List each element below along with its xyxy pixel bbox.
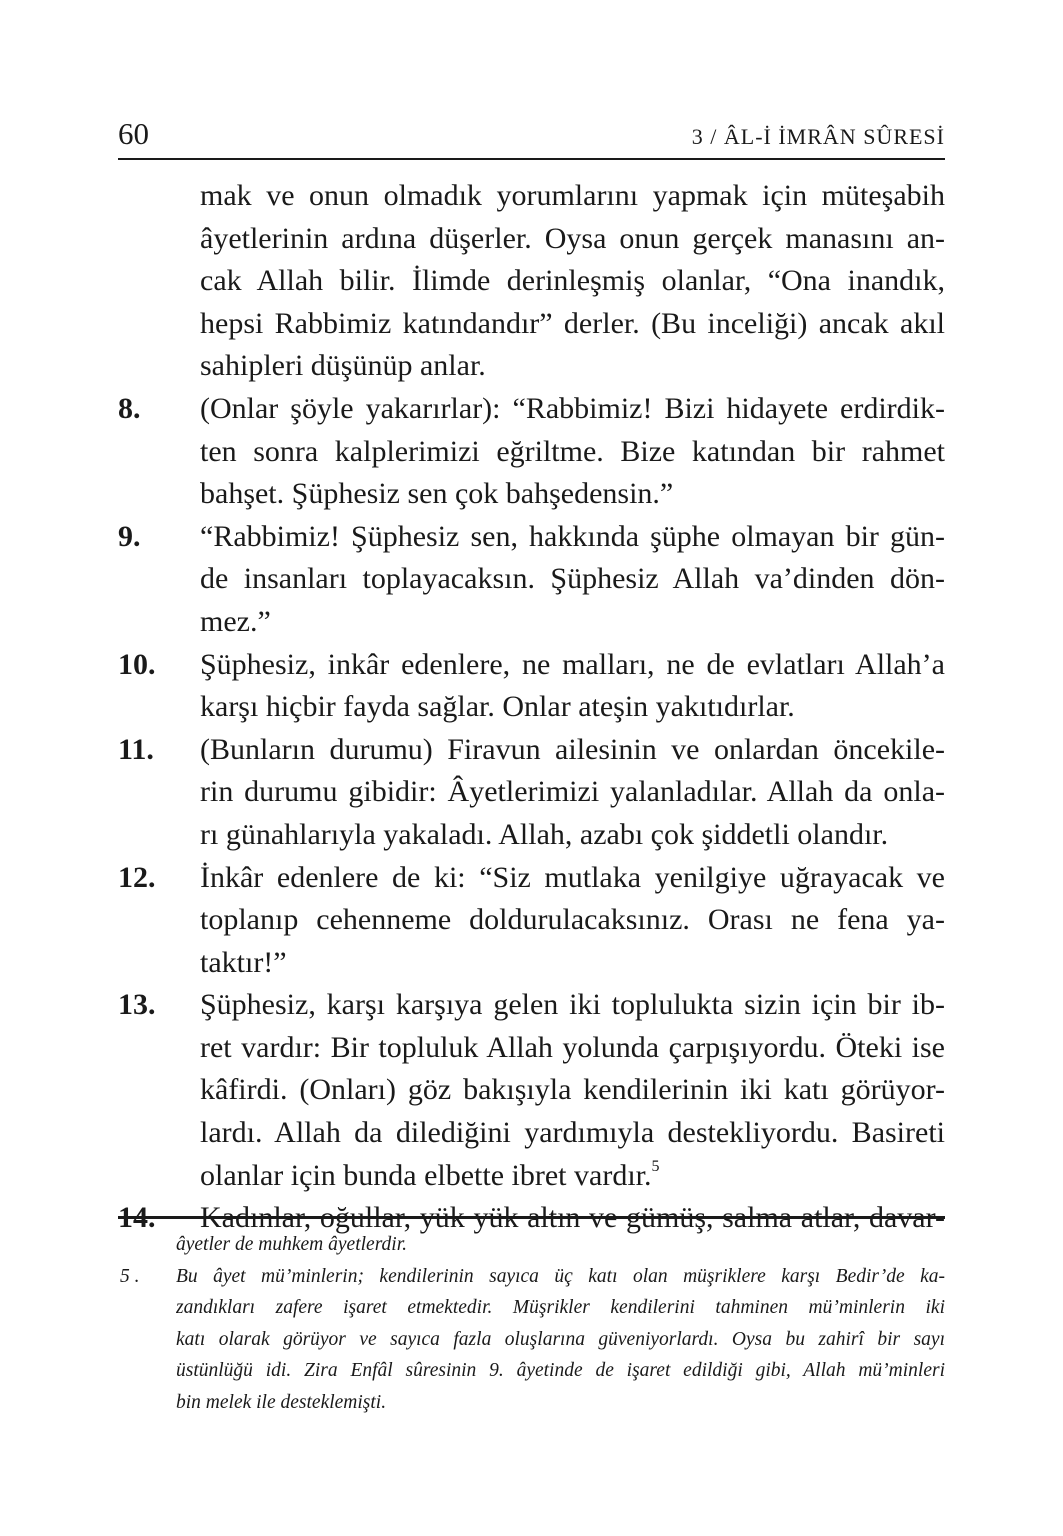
verse-line — [118, 1112, 945, 1155]
verse-text — [200, 857, 945, 900]
footnote-line — [118, 1229, 945, 1261]
verse-number: 10. — [118, 647, 156, 681]
verse-text — [200, 431, 945, 474]
footnote-line — [118, 1324, 945, 1356]
verse-line — [118, 1069, 945, 1112]
verse-line — [118, 431, 945, 474]
verse-text — [200, 218, 945, 261]
verse-text — [200, 729, 945, 772]
verse-number: 14. — [118, 1201, 156, 1235]
verse-line-text: Kadınlar, oğullar, yük yük altın ve gümüş, salma atlar, davar- — [200, 1201, 945, 1235]
verse-text — [200, 558, 945, 601]
verse-line — [118, 345, 945, 388]
verse-line — [118, 303, 945, 346]
verse-line-text: rı günahlarıyla yakaladı. Allah, azabı çok şiddetli olandır. — [200, 817, 889, 851]
verse-text — [200, 601, 945, 644]
verse-line — [118, 857, 945, 900]
verse-line-text: lardı. Allah da dilediğini yardımıyla destekliyordu. Basireti — [200, 1116, 945, 1150]
verse-text — [200, 303, 945, 346]
verse-line — [118, 644, 945, 687]
verse-text — [200, 686, 945, 729]
verse-text — [200, 644, 945, 687]
verse-line-text: toplanıp cehenneme doldurulacaksınız. Orası ne fena ya- — [200, 903, 945, 937]
page-header — [118, 114, 945, 160]
verse-line-text: İnkâr edenlere de ki: “Siz mutlaka yenilgiye uğrayacak ve — [200, 860, 945, 894]
footnote-line — [118, 1261, 945, 1293]
footnote-number: 5 . — [120, 1265, 140, 1287]
verse-line — [118, 814, 945, 857]
verse-line — [118, 175, 945, 218]
verse-line — [118, 1027, 945, 1070]
verse-line-text: karşı hiçbir fayda sağlar. Onlar ateşin yakıtıdırlar. — [200, 690, 795, 724]
verse-line-text: olanlar için bunda elbette ibret vardır. — [200, 1158, 652, 1192]
footnote-text: katı olarak görüyor ve sayıca fazla oluşlarına güveniyorlardı. Oysa bu zahirî bir sayı — [176, 1328, 945, 1350]
verse-line-text: cak Allah bilir. İlimde derinleşmiş olanlar, “Ona inandık, — [200, 264, 945, 298]
footnote-line — [118, 1355, 945, 1387]
verse-number: 8. — [118, 391, 141, 425]
footnote-text: âyetler de muhkem âyetlerdir. — [176, 1234, 408, 1255]
verse-line — [118, 388, 945, 431]
verse-text — [200, 984, 945, 1027]
verse-text — [200, 899, 945, 942]
footnote-reference[interactable]: 5 — [651, 1157, 660, 1175]
verse-line-text: kâfirdi. (Onları) göz bakışıyla kendilerinin iki katı görüyor- — [200, 1073, 945, 1107]
verse-text — [200, 345, 945, 388]
footnote-text: bin melek ile desteklemişti. — [176, 1391, 387, 1413]
verse-text — [200, 473, 945, 516]
verse-text — [200, 942, 945, 985]
verse-text — [200, 388, 945, 431]
verse-line-text: rin durumu gibidir: Âyetlerimizi yalanladılar. Allah da onla- — [200, 775, 945, 809]
footnote-line — [118, 1387, 945, 1419]
verse-line-text: Şüphesiz, inkâr edenlere, ne malları, ne de evlatları Allah’a — [200, 647, 945, 681]
verse-line-text: (Onlar şöyle yakarırlar): “Rabbimiz! Bizi hidayete erdirdik- — [200, 391, 945, 425]
verse-line — [118, 686, 945, 729]
verse-line — [118, 473, 945, 516]
footnotes-section — [118, 1229, 945, 1418]
verse-text — [200, 260, 945, 303]
verse-line — [118, 218, 945, 261]
verse-line-text: bahşet. Şüphesiz sen çok bahşedensin.” — [200, 477, 674, 511]
verse-text — [200, 1027, 945, 1070]
verse-line-text: taktır!” — [200, 945, 287, 979]
verse-text — [200, 814, 945, 857]
verse-text — [200, 1155, 945, 1198]
verse-number: 12. — [118, 860, 156, 894]
verse-text — [200, 175, 945, 218]
verse-line-text: mak ve onun olmadık yorumlarını yapmak için müteşabih — [200, 179, 945, 212]
verse-number: 11. — [118, 732, 154, 766]
verse-line — [118, 771, 945, 814]
verse-line — [118, 516, 945, 559]
verse-text — [200, 1069, 945, 1112]
footnote-divider — [118, 1216, 945, 1219]
verse-line — [118, 984, 945, 1027]
verse-line-text: Şüphesiz, karşı karşıya gelen iki toplulukta sizin için bir ib- — [200, 988, 945, 1022]
verse-line-text: ret vardır: Bir topluluk Allah yolunda çarpışıyordu. Öteki ise — [200, 1030, 945, 1064]
verse-line-text: âyetlerinin ardına düşerler. Oysa onun gerçek manasını an- — [200, 221, 945, 255]
verse-line — [118, 260, 945, 303]
footnote-line — [118, 1292, 945, 1324]
verse-text — [200, 1112, 945, 1155]
main-text — [118, 175, 945, 1240]
verse-line — [118, 558, 945, 601]
verse-line-text: “Rabbimiz! Şüphesiz sen, hakkında şüphe olmayan bir gün- — [200, 519, 945, 553]
footnote-text: Bu âyet mü’minlerin; kendilerinin sayıca üç katı olan müşriklere karşı Bedir’de ka- — [176, 1265, 945, 1287]
verse-text — [200, 516, 945, 559]
page-number: 60 — [118, 116, 149, 151]
verse-number: 9. — [118, 519, 141, 553]
verse-line — [118, 601, 945, 644]
footnote-text: üstünlüğü idi. Zira Enfâl sûresinin 9. âyetinde de işaret edildiği gibi, Allah mü’minleri — [176, 1360, 945, 1381]
verse-line-text: de insanları toplayacaksın. Şüphesiz Allah va’dinden dön- — [200, 562, 945, 596]
verse-line — [118, 1155, 945, 1198]
verse-text — [200, 771, 945, 814]
verse-line — [118, 729, 945, 772]
footnote-text: zandıkları zafere işaret etmektedir. Müşrikler kendilerini tahminen mü’minlerin iki — [176, 1297, 945, 1318]
verse-line-text: ten sonra kalplerimizi eğriltme. Bize katından bir rahmet — [200, 434, 945, 468]
verse-line-text: sahipleri düşünüp anlar. — [200, 349, 486, 383]
verse-number: 13. — [118, 988, 156, 1022]
verse-line-text: mez.” — [200, 604, 271, 638]
verse-line — [118, 899, 945, 942]
verse-line-text: (Bunların durumu) Firavun ailesinin ve onlardan öncekile- — [200, 732, 945, 766]
verse-line-text: hepsi Rabbimiz katındandır” derler. (Bu inceliği) ancak akıl — [200, 306, 945, 340]
running-head: 3 / ÂL-İ İMRÂN SÛRESİ — [691, 124, 945, 149]
verse-line — [118, 942, 945, 985]
